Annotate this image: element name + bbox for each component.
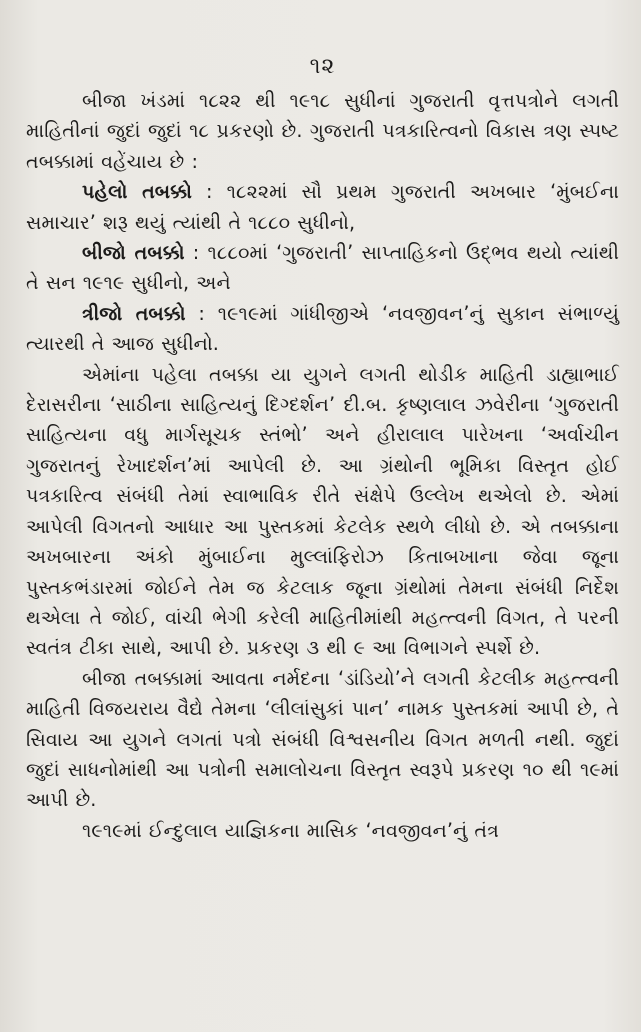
paragraph-second-phase-details: બીજા તબક્કામાં આવતા નર્મદના ‘ડાંડિયો’ને લગતી કેટલીક મહત્ત્વની માહિતી વિજયરાય વૈદ્યે તેમના ‘લીલાંસુકાં પાન’ નામક પુસ્તકમાં આપી છે, તે સિવાય આ યુગને લગતાં પત્રો સંબંધી વિશ્વસનીય વિગત મળતી નથી. જુદાં જુદાં સાધનોમાંથી આ પત્રોની સમાલોચના વિસ્તૃત સ્વરૂપે પ્રકરણ ૧૦ થી ૧૯માં આપી છે. [26,666,619,812]
phase-one-label: પહેલો તબક્કો [82,180,192,204]
phase-one-text: : ૧૮૨૨માં સૌ પ્રથમ ગુજરાતી અખબાર ‘મુંબઈના સમાચાર’ શરૂ થયું ત્યાંથી તે ૧૮૮૦ સુધીનો, [26,180,619,234]
phase-three-text: : ૧૯૧૯માં ગાંધીજીએ ‘નવજીવન’નું સુકાન સંભાળ્યું ત્યારથી તે આજ સુધીનો. [26,301,620,356]
paragraph-phase-one [26,177,619,238]
paragraph-phase-two [26,238,619,299]
paragraph-continuation: ૧૯૧૯માં ઈન્દુલાલ યાજ્ઞિકના માસિક ‘નવજીવન’નું તંત્ર [82,818,499,842]
paragraph-first-phase-details: એમાંના પહેલા તબક્કા યા યુગને લગતી થોડીક માહિતી ડાહ્યાભાઈ દેરાસરીના ‘સાઠીના સાહિત્યનું દિગ્દર્શન’ દી.બ. કૃષ્ણલાલ ઝવેરીના ‘ગુજરાતી સાહિત્યના વધુ માર્ગસૂચક સ્તંભો’ અને હીરાલાલ પારેખના ‘અર્વાચીન ગુજરાતનું રેખાદર્શન’માં આપેલી છે. આ ગ્રંથોની ભૂમિકા વિસ્તૃત હોઈ પત્રકારિત્વ સંબંધી તેમાં સ્વાભાવિક રીતે સંક્ષેપે ઉલ્લેખ થએલો છે. એમાં આપેલી વિગતનો આધાર આ પુસ્તકમાં કેટલેક સ્થળે લીધો છે. એ તબક્કાના અખબારના અંકો મુંબાઈના મુલ્લાંફિરોઝ કિતાબખાના જેવા જૂના પુસ્તકભંડારમાં જોઈને તેમ જ કેટલાક જૂના ગ્રંથોમાં તેમના સંબંધી નિર્દેશ થએલા તે જોઈ, વાંચી ભેગી કરેલી માહિતીમાંથી મહત્ત્વની વિગત, તે પરની સ્વતંત્ર ટીકા સાથે, આપી છે. પ્રકરણ ૩ થી ૯ આ વિભાગને સ્પર્શે છે. [26,362,619,660]
phase-three-label: ત્રીજો તબક્કો [82,301,186,325]
page-number: ૧૨ [309,54,336,79]
paragraph-phase-three [26,299,619,360]
paragraph-intro: બીજા ખંડમાં ૧૮૨૨ થી ૧૯૧૮ સુધીનાં ગુજરાતી વૃત્તપત્રોને લગતી માહિતીનાં જુદાં જુદાં ૧૮ પ્રકરણો છે. ગુજરાતી પત્રકારિત્વનો વિકાસ ત્રણ સ્પષ્ટ તબક્કામાં વહેંચાય છે : [26,89,619,173]
phase-two-label: બીજો તબક્કો [82,241,185,265]
phase-two-text: : ૧૮૮૦માં ‘ગુજરાતી’ સાપ્તાહિકનો ઉદ્‌ભવ થયો ત્યાંથી તે સન ૧૯૧૯ સુધીનો, અને [26,241,619,295]
